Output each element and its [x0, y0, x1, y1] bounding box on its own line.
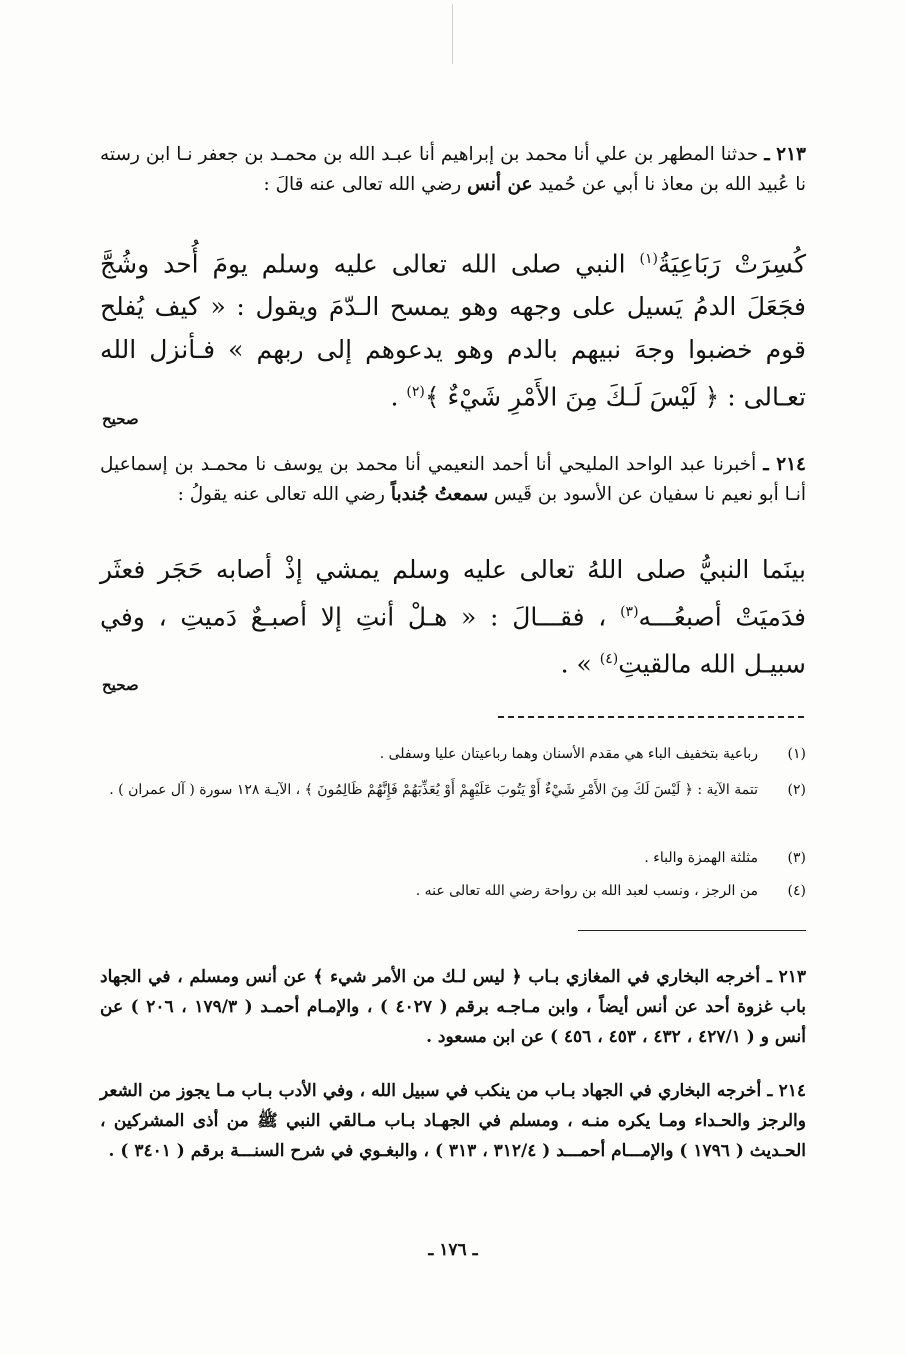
hadith-214-number: ٢١٤ ـ: [763, 454, 806, 475]
takhrij-divider: [578, 930, 806, 931]
footnote-1: [100, 743, 806, 765]
hadith-213-chain: [100, 140, 806, 200]
takhrij-214: ٢١٤ ـ أخرجه البخاري في الجهاد بـاب من ينكب في سبيل الله ، وفي الأدب بـاب مـا يجوز من الشعر والرجز والحـداء ومـا يكره منـه ، ومسلم في الجهـاد بـاب مـالقي النبي ﷺ من أذى المشركين ، الحـديث ( ١٧٩٦ ) والإمـــام أحمـــد ( ٣١٢/٤ ، ٣١٣ ) ، والبغـوي في شرح السنـــة برقم ( ٣٤٠١ ) .: [100, 1081, 806, 1161]
footnote-ref-3: (٣): [620, 604, 639, 620]
footnote-ref-4: (٤): [599, 651, 619, 668]
hadith-213-number: ٢١٣ ـ: [764, 144, 806, 165]
footnote-4-number: (٤): [787, 883, 806, 899]
footnote-3-number: (٣): [787, 850, 806, 866]
hadith-213-grade: صحيح: [102, 410, 139, 428]
hadith-214-matn-start: بينَما النبيُّ صلى اللهُ تعالى عليه وسلم يمشي إذْ أصابه حَجَر فعثَر فدَميَتْ أصبعُـــه: [100, 555, 806, 632]
footnote-divider: [498, 716, 804, 718]
page-number: ـ ١٧٦ ـ: [428, 1240, 478, 1260]
hadith-213-matn-end: .: [390, 382, 399, 412]
hadith-214-chain-bold: سمعتُ جُندباً: [390, 484, 489, 505]
hadith-214-chain-end: رضي الله تعالى عنه يقولُ :: [177, 484, 385, 505]
footnote-4: [100, 880, 806, 902]
footnote-3-text: مثلثة الهمزة والباء .: [644, 850, 758, 866]
footnote-2: [100, 779, 806, 801]
footnote-1-text: رباعية بتخفيف الباء هي مقدم الأسنان وهما رباعيتان عليا وسفلى .: [379, 746, 758, 762]
hadith-213-matn-body: النبي صلى الله تعالى عليه وسلم يومَ أُحد وشُجَّ فجَعَلَ الدمُ يَسيل على وجهه وهو يمسح الـدّمَ ويقول : « كيف يُفلح قوم خضبوا وجهَ نبيهم بالدم وهو يدعوهم إلى ربهم » فـأنزل الله تعـالى : ﴿ لَيْسَ لَـكَ مِنَ الأَمْرِ شَيْءٌ ﴾: [100, 249, 806, 412]
hadith-213-chain-end: رضي الله تعالى عنه قالَ :: [263, 174, 462, 195]
hadith-213-chain-bold: عن أنس: [467, 174, 533, 195]
takhrij-213: ٢١٣ ـ أخرجه البخاري في المغازي بـاب ﴿ ليس لـك من الأمر شيء ﴾ عن أنس ومسلم ، في الجهاد باب غزوة أحد عن أنس أيضاً ، وابن مـاجـه برقم ( ٤٠٢٧ ) ، والإمـام أحمـد ( ١٧٩/٣ ، ٢٠٦ ) عن أنس و ( ٤٢٧/١ ، ٤٣٢ ، ٤٥٣ ، ٤٥٦ ) عن ابن مسعود .: [100, 967, 807, 1047]
hadith-213-matn: [100, 238, 806, 419]
footnote-2-number: (٢): [787, 782, 806, 798]
hadith-214-chain-text: أخبرنا عبد الواحد المليحي أنا أحمد النعيمي أنا محمد بن يوسف نا محمـد بن إسماعيل أنـا أبو نعيم نا سفيان عن الأسود بن قَيس: [100, 454, 806, 505]
hadith-214-grade: صحيح: [102, 676, 139, 694]
hadith-214-matn-body: ، فقـــالَ : « هـلْ أنتِ إلا أصبـعٌ دَميتِ ، وفي سبيـل الله مالقيتِ: [100, 602, 806, 679]
footnote-3: [100, 847, 806, 869]
footnote-4-text: من الرجز ، ونسب لعبد الله بن رواحة رضي الله تعالى عنه .: [415, 883, 758, 899]
footnote-ref-1: (١): [639, 251, 659, 267]
hadith-213-chain-text: حدثنا المطهر بن علي أنا محمد بن إبراهيم أنا عبـد الله بن محمـد بن جعفر نـا ابن رسته نا عُبيد الله بن معاذ نا أبي عن حُميد: [100, 144, 806, 195]
hadith-214-chain: [100, 450, 806, 510]
footnote-1-number: (١): [787, 746, 806, 762]
top-rule-mark: [452, 4, 453, 64]
footnote-2-text: تتمة الآية : ﴿ لَيْسَ لَكَ مِنَ الأَمْرِ شَيْءٌ أَوْ يَتُوبَ عَلَيْهِمْ أَوْ يُعَذِّبَهُمْ فَإِنَّهُمْ ظَالِمُونَ ﴾ ، الآيـة ١٢٨ سورة ( آل عمران ) .: [109, 782, 758, 798]
hadith-214-matn-end: » .: [560, 649, 592, 679]
hadith-213-matn-start: كُسِرَتْ رَبَاعِيَةُ: [658, 249, 806, 279]
hadith-214-matn: [100, 548, 806, 686]
footnote-ref-2: (٢): [406, 384, 425, 401]
